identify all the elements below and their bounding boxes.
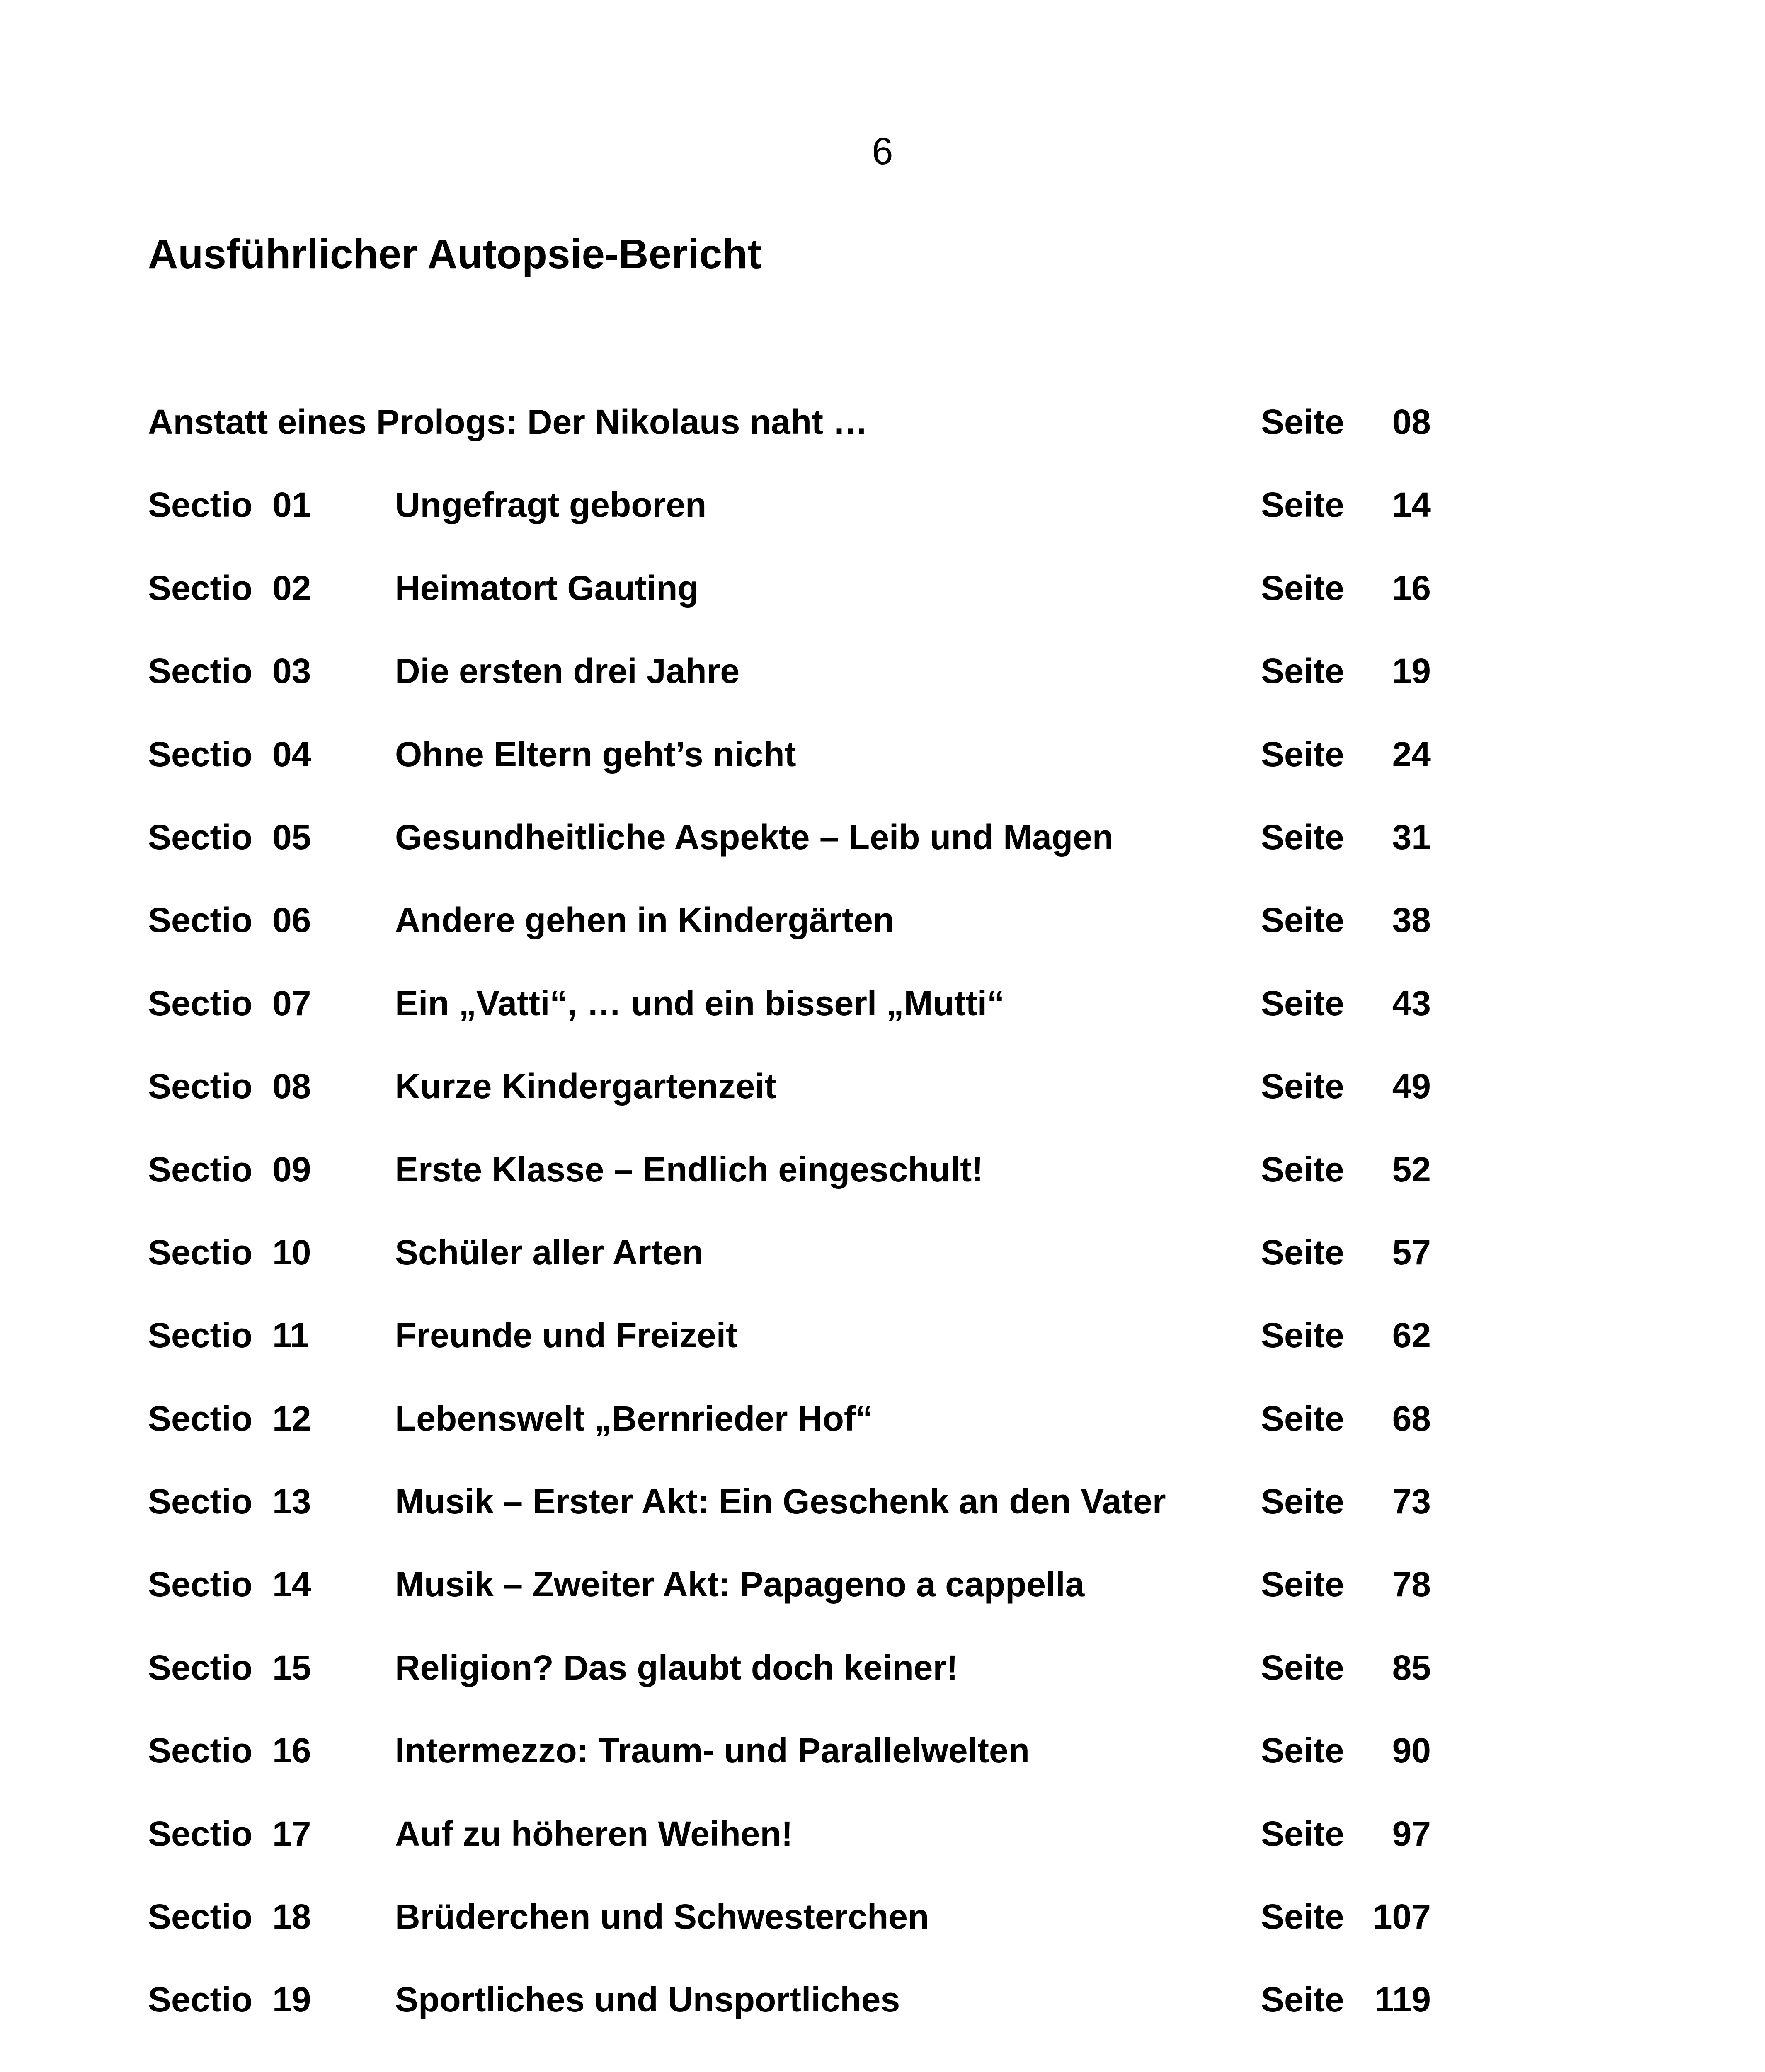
toc-page-number: 57	[1392, 1232, 1431, 1272]
toc-section-label: Sectio	[148, 1814, 253, 1853]
toc-row	[148, 482, 1433, 565]
toc-row	[148, 1645, 1433, 1728]
toc-page-number: 97	[1392, 1814, 1431, 1853]
toc-section-number: 04	[272, 734, 311, 774]
toc-section-label: Sectio	[148, 817, 253, 857]
toc-entry-title: Intermezzo: Traum- und Parallelwelten	[395, 1731, 1030, 1770]
toc-seite-label: Seite	[1261, 1067, 1344, 1106]
toc-section-number: 16	[272, 1731, 311, 1770]
toc-entry-title: Lebenswelt „Bernrieder Hof“	[395, 1399, 873, 1438]
toc-page-number: 62	[1392, 1316, 1431, 1355]
toc-section-number: 02	[272, 568, 311, 608]
toc-seite-label: Seite	[1261, 402, 1344, 441]
toc-section-number: 19	[272, 1980, 311, 2019]
toc-page-number: 107	[1372, 1897, 1431, 1936]
toc-section-number: 11	[272, 1316, 309, 1355]
toc-entry-title: Religion? Das glaubt doch keiner!	[395, 1648, 958, 1687]
toc-section-number: 15	[272, 1648, 311, 1687]
toc-page-number: 24	[1392, 734, 1431, 774]
toc-section-label: Sectio	[148, 1150, 253, 1189]
toc-page-number: 119	[1375, 1980, 1431, 2019]
toc-entry-title: Sportliches und Unsportliches	[395, 1980, 900, 2019]
toc-section-label: Sectio	[148, 900, 253, 940]
toc-row	[148, 980, 1433, 1063]
toc-section-number: 03	[272, 651, 311, 691]
toc-section-number: 18	[272, 1897, 311, 1936]
toc-entry-title: Freunde und Freizeit	[395, 1316, 738, 1355]
toc-section-label: Sectio	[148, 1482, 253, 1521]
toc-row	[148, 1561, 1433, 1644]
toc-entry-title: Gesundheitliche Aspekte – Leib und Magen	[395, 817, 1114, 857]
toc-section-label: Sectio	[148, 983, 253, 1023]
toc-seite-label: Seite	[1261, 1980, 1344, 2019]
toc-section-label: Sectio	[148, 568, 253, 608]
toc-entry-title: Musik – Zweiter Akt: Papageno a cappella	[395, 1565, 1085, 1604]
table-of-contents	[148, 399, 1433, 2060]
toc-page-number: 19	[1392, 651, 1431, 691]
toc-page-number: 08	[1392, 402, 1431, 441]
toc-seite-label: Seite	[1261, 734, 1344, 774]
toc-row	[148, 1811, 1433, 1894]
toc-entry-title: Die ersten drei Jahre	[395, 651, 740, 691]
toc-entry-title: Musik – Erster Akt: Ein Geschenk an den Vater	[395, 1482, 1166, 1521]
toc-seite-label: Seite	[1261, 1150, 1344, 1189]
toc-section-number: 01	[272, 485, 311, 525]
toc-page-number: 38	[1392, 900, 1431, 940]
toc-row	[148, 1063, 1433, 1146]
page-number: 6	[872, 130, 893, 172]
toc-seite-label: Seite	[1261, 1232, 1344, 1272]
toc-entry-title: Kurze Kindergartenzeit	[395, 1067, 776, 1106]
toc-page-number: 85	[1392, 1648, 1431, 1687]
toc-row	[148, 731, 1433, 814]
toc-section-label: Sectio	[148, 651, 253, 691]
toc-section-number: 06	[272, 900, 311, 940]
toc-section-number: 07	[272, 983, 311, 1023]
toc-page-number: 16	[1392, 568, 1431, 608]
toc-section-label: Sectio	[148, 1399, 253, 1438]
toc-section-number: 05	[272, 817, 311, 857]
toc-seite-label: Seite	[1261, 1897, 1344, 1936]
toc-section-label: Sectio	[148, 1232, 253, 1272]
toc-section-number: 14	[272, 1565, 311, 1604]
toc-seite-label: Seite	[1261, 1648, 1344, 1687]
toc-row	[148, 1479, 1433, 1561]
toc-row	[148, 1728, 1433, 1811]
toc-seite-label: Seite	[1261, 983, 1344, 1023]
toc-seite-label: Seite	[1261, 1814, 1344, 1853]
toc-section-label: Sectio	[148, 1980, 253, 2019]
toc-seite-label: Seite	[1261, 1565, 1344, 1604]
toc-page-number: 49	[1392, 1067, 1431, 1106]
toc-entry-title: Brüderchen und Schwesterchen	[395, 1897, 929, 1936]
toc-seite-label: Seite	[1261, 485, 1344, 525]
toc-seite-label: Seite	[1261, 1399, 1344, 1438]
toc-row	[148, 897, 1433, 980]
toc-row	[148, 1977, 1433, 2060]
toc-seite-label: Seite	[1261, 817, 1344, 857]
toc-section-number: 10	[272, 1232, 311, 1272]
toc-section-label: Sectio	[148, 1731, 253, 1770]
toc-row	[148, 1312, 1433, 1395]
toc-page-number: 90	[1392, 1731, 1431, 1770]
toc-row	[148, 565, 1433, 648]
toc-row	[148, 1894, 1433, 1977]
toc-section-number: 13	[272, 1482, 311, 1521]
toc-page-number: 73	[1392, 1482, 1431, 1521]
toc-entry-title: Andere gehen in Kindergärten	[395, 900, 895, 940]
toc-seite-label: Seite	[1261, 1731, 1344, 1770]
toc-seite-label: Seite	[1261, 568, 1344, 608]
toc-entries	[148, 482, 1433, 2060]
toc-page-number: 78	[1392, 1565, 1431, 1604]
toc-entry-title: Heimatort Gauting	[395, 568, 699, 608]
toc-entry-title: Ohne Eltern geht’s nicht	[395, 734, 796, 774]
toc-page-number: 68	[1392, 1399, 1431, 1438]
toc-prolog-title: Anstatt eines Prologs: Der Nikolaus naht …	[148, 402, 868, 441]
toc-row	[148, 648, 1433, 731]
toc-row	[148, 814, 1433, 897]
toc-row	[148, 1396, 1433, 1479]
toc-page-number: 43	[1392, 983, 1431, 1023]
toc-section-label: Sectio	[148, 1897, 253, 1936]
toc-entry-title: Erste Klasse – Endlich eingeschult!	[395, 1150, 984, 1189]
toc-section-label: Sectio	[148, 1565, 253, 1604]
toc-entry-title: Auf zu höheren Weihen!	[395, 1814, 793, 1853]
toc-section-number: 17	[272, 1814, 311, 1853]
toc-seite-label: Seite	[1261, 651, 1344, 691]
toc-page-number: 52	[1392, 1150, 1431, 1189]
toc-section-label: Sectio	[148, 1067, 253, 1106]
toc-seite-label: Seite	[1261, 1316, 1344, 1355]
toc-entry-title: Ungefragt geboren	[395, 485, 707, 525]
toc-section-label: Sectio	[148, 485, 253, 525]
toc-page-number: 14	[1392, 485, 1431, 525]
toc-entry-title: Schüler aller Arten	[395, 1232, 703, 1272]
toc-section-number: 09	[272, 1150, 311, 1189]
toc-seite-label: Seite	[1261, 1482, 1344, 1521]
toc-section-label: Sectio	[148, 1316, 253, 1355]
toc-row-prolog	[148, 399, 1433, 482]
toc-section-number: 12	[272, 1399, 311, 1438]
toc-page-number: 31	[1392, 817, 1431, 857]
toc-row	[148, 1147, 1433, 1230]
toc-section-label: Sectio	[148, 1648, 253, 1687]
page-title: Ausführlicher Autopsie-Bericht	[148, 231, 761, 277]
toc-entry-title: Ein „Vatti“, … und ein bisserl „Mutti“	[395, 983, 1005, 1023]
toc-section-number: 08	[272, 1067, 311, 1106]
toc-row	[148, 1230, 1433, 1312]
toc-seite-label: Seite	[1261, 900, 1344, 940]
toc-section-label: Sectio	[148, 734, 253, 774]
